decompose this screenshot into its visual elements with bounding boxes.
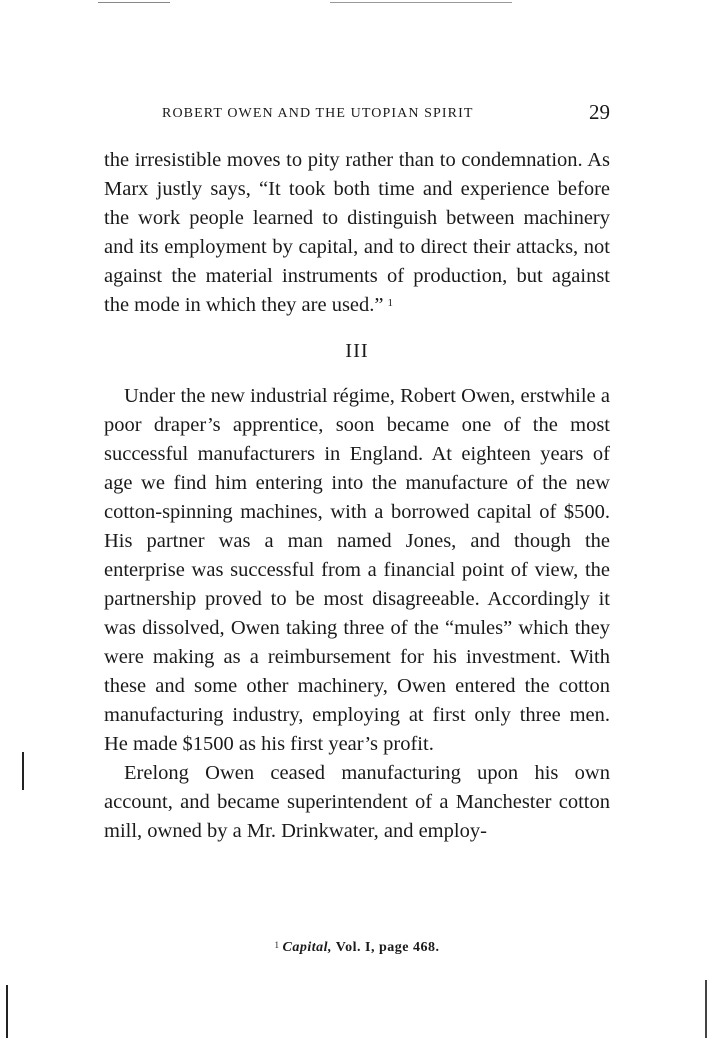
- scan-artifact-bottom-left-bar: [6, 985, 8, 1038]
- scan-artifact-top-mid: [330, 2, 512, 3]
- running-head: [104, 100, 610, 126]
- paragraph: Under the new industrial régime, Robert Owen, erstwhile a poor draper’s apprentice, soon became one of the most successful manufacturers in England. At eighteen years of age we find him entering into the manufacture of the new cotton-spinning machines, with a borrowed capital of $500. His partner was a man named Jones, and though the enterprise was successful from a financial point of view, the partnership proved to be most disagreeable. Accordingly it was dissolved, Owen taking three of the “mules” which they were making as a reimbursement for his investment. With these and some other machinery, Owen entered the cotton manufacturing industry, employing at first only three men. He made $1500 as his first year’s profit.: [104, 385, 610, 755]
- footnote-citation: Vol. I, page 468.: [332, 940, 440, 955]
- scan-artifact-top-left: [98, 2, 170, 3]
- footnote-work-title: Capital,: [282, 940, 333, 955]
- footnote-mark: 1: [274, 940, 280, 950]
- paragraph: Erelong Owen ceased manufacturing upon his own account, and became superintendent of a Manchester cotton mill, owned by a Mr. Drinkwater, and employ-: [104, 762, 610, 842]
- scan-artifact-left-bar: [22, 752, 24, 790]
- section-heading: III: [345, 340, 369, 362]
- footnote-reference: 1: [387, 297, 394, 309]
- scan-artifact-right-edge: [705, 980, 707, 1038]
- footnote: [104, 940, 610, 956]
- body-text: [104, 146, 610, 846]
- page-number: 29: [589, 100, 610, 124]
- paragraph-continued-text: the irresistible moves to pity rather than to condemnation. As Marx justly says, “It took both time and experience before the work people learned to distinguish between machinery and its employment by capital, and to direct their attacks, not against the material instruments of production, but against the mode in which they are used.”: [104, 149, 610, 316]
- paragraph-continued: [104, 146, 610, 320]
- running-title: ROBERT OWEN AND THE UTOPIAN SPIRIT: [162, 106, 474, 121]
